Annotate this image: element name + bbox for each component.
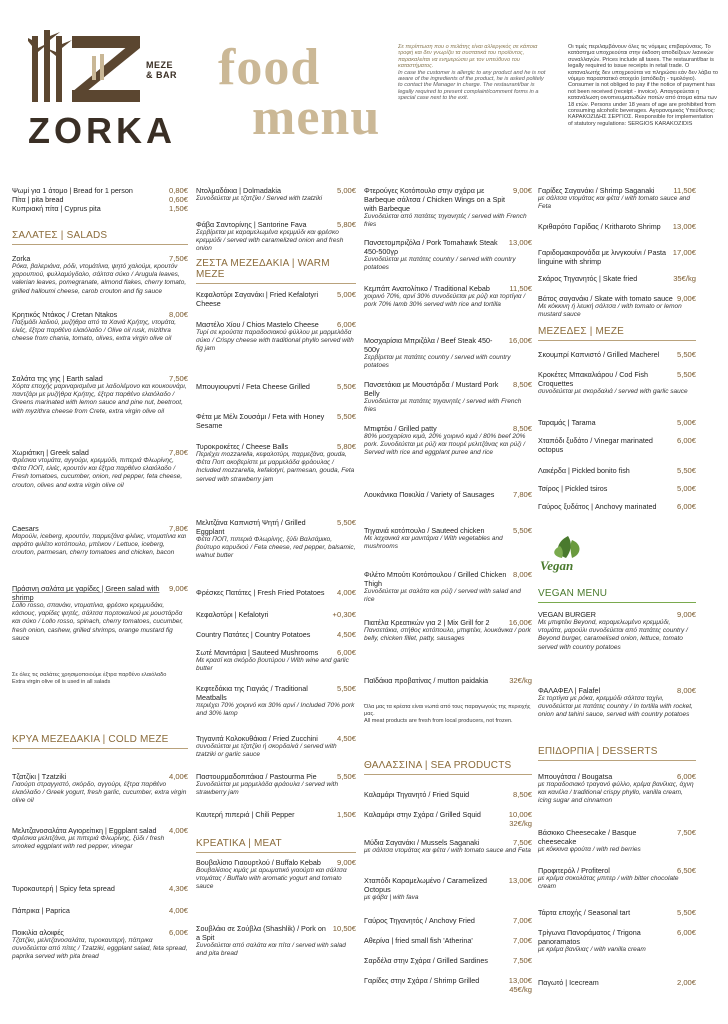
item-name: Τυροκαυτερή | Spicy feta spread <box>12 884 115 893</box>
menu-item <box>364 284 532 309</box>
item-price: 13,00€ 45€/kg <box>508 976 532 994</box>
item-description: Τζατζίκι, μελιτζανοσαλάτα, τυροκαυτερή, πάπρικα συνοδεύεται από πίτες / Tzatziki, eggplant salad, feta spread, paprika served with pita bread <box>12 937 188 961</box>
menu-item <box>538 502 696 511</box>
item-price: 5,50€ <box>676 908 696 917</box>
item-description: Μαρούλι, iceberg, κρουτόν, παρμεζάνα φλέικς, ντοματίνια και αφράτο φιλέτο κοτόπουλο, μπέικον / Lettuce, iceberg, crouton, parmesan, cherry tomatoes and chicken, bacon <box>12 533 187 557</box>
item-price: 7,50€ <box>168 374 188 383</box>
item-price: 4,30€ <box>168 884 188 893</box>
menu-item <box>538 978 696 987</box>
menu-item <box>12 928 188 962</box>
item-name: Κριθαρότο Γαρίδας / Kritharoto Shrimp <box>538 222 661 231</box>
section-title-meze: ΜΕΖΕΔΕΣ | ΜΕΖΕ <box>538 326 696 341</box>
item-price: 4,50€ <box>336 734 356 743</box>
item-name: Γαρίδες στην Σχάρα / Shrimp Grilled <box>364 976 480 985</box>
menu-item <box>364 618 532 643</box>
item-name: Τηγανιά κοτόπουλο / Sauteed chicken <box>364 526 485 535</box>
item-price: 6,00€ <box>336 648 356 657</box>
menu-item <box>364 424 532 458</box>
item-description: Γιαούρτι στραγγιστό, σκόρδο, αγγούρι, έξτρα παρθένο ελαιόλαδο / Greek yogurt, fresh garlic, cucumber, extra virgin olive oil <box>12 781 187 805</box>
item-name: Μπιφτέκι / Grilled patty <box>364 424 437 433</box>
item-description: με φάβα | with fava <box>364 894 419 901</box>
item-price: 16,00€ <box>508 618 532 627</box>
item-name: Χωριάτικη | Greek salad <box>12 448 89 457</box>
allergy-notice-english: In case the customer is allergic to any product and he is not aware of the ingredients of the product, he is asked politely to contact the Manager in charge. The restaurant/bar is legally required to present complaint/comment forms in a special case next to the exit. <box>398 69 546 102</box>
menu-item <box>196 734 356 759</box>
item-price: 5,50€ <box>676 350 696 359</box>
menu-item <box>196 588 356 597</box>
item-description: με κρέμα βανίλιας / with vanilla cream <box>538 946 646 953</box>
menu-item <box>196 412 356 430</box>
item-price: 5,00€ <box>676 418 696 427</box>
item-name: Σκάρος Τηγανητός | Skate fried <box>538 274 638 283</box>
item-name: Λουκάνικα Ποικιλία / Variety of Sausages <box>364 490 495 499</box>
item-description: Συνοδεύεται από σαλάτα και πίτα / served with salad and pita bread <box>196 942 346 958</box>
item-name: Κυπριακή πίτα | Cyprus pita <box>12 204 101 213</box>
item-name: Σαλάτα της γης | Earth salad <box>12 374 103 383</box>
item-price: 8,00€ <box>168 310 188 319</box>
item-price: 13,00€ <box>672 222 696 231</box>
item-price: 6,00€ <box>168 928 188 937</box>
section-title-desserts: ΕΠΙΔΟΡΠΙΑ | DESSERTS <box>538 746 696 761</box>
item-name: Τυροκροκέτες / Cheese Balls <box>196 442 289 451</box>
item-price: 5,50€ <box>512 526 532 535</box>
item-name: Μπουγάτσα / Bougatsa <box>538 772 613 781</box>
item-name: Κρητικός Ντάκος / Cretan Ntakos <box>12 310 118 319</box>
item-description: Χόρτα εποχής μαριναρισμένα με λαδολέμονο και κουκουνάρι, παντζάρι με μυζήθρα Κρήτης, έξτρα παρθένο ελαιόλαδο / Greens marinated with lemon sauce and pine nut, beetroot, with myzithra cheese from Crete, extra virgin olive oil <box>12 383 187 415</box>
item-description: Φέτα ΠΟΠ, πιπεριά Φλωρίνης, ξύδι Βαλσάμικο, βούτυρο καρυδιού / Feta cheese, red pepper, balsamic, walnut butter <box>196 536 356 560</box>
item-description: Lollo rosso, σπανάκι, ντοματίνια, φρέσκο κρεμμυδάκι, κάσιους, γαρίδες ψητές, σάλτσα πορτοκαλιού με μουστάρδα και σύκο / Lollo rosso, spinach, cherry tomatoes, cucumber, fresh onion, cashew, grilled shrimps, orange mustard fig sauce <box>12 602 184 642</box>
item-price: 7,50€ <box>512 838 532 847</box>
menu-item <box>12 448 188 490</box>
menu-item <box>364 956 532 965</box>
item-description: Ρόκα, βαλεριάνα, ρόδι, ντομάτίνια, ψητό χαλούμι, κρουτόν χαρουπιού, φυλλαμύγδαλο, σάλτσα σύκο / Arugula leaves, valerian leaves, pomegranate, almond flakes, cherry tomato, grilled halloumi cheese, carob crouton and fig sauce <box>12 263 187 295</box>
item-name: Τσίρος | Pickled tsiros <box>538 484 608 493</box>
menu-item <box>196 290 356 308</box>
menu-item <box>364 916 532 925</box>
menu-item <box>538 350 696 359</box>
item-name: Φτερούγες Κοτόπουλο στην σχάρα με Barbeque σάλτσα / Chicken Wings on a Spit with Barbeque <box>364 186 505 213</box>
item-price: 7,00€ <box>512 936 532 945</box>
menu-item <box>538 484 696 493</box>
item-name: Ψωμί για 1 άτομο | Bread for 1 person <box>12 186 133 195</box>
menu-item <box>538 772 696 806</box>
item-description: Πανσετάκια, στήθος κοτόπουλο, μπιφτέκι, λουκάνικα / pork belly, chicken fillet, patty, sausages <box>364 627 531 643</box>
item-description: Με κρασί και σκόρδο βουτύρου / With wine and garlic butter <box>196 657 349 673</box>
menu-item <box>196 320 356 354</box>
menu-item <box>12 374 188 416</box>
menu-item <box>538 610 696 652</box>
item-name: Παστουρμαδοπιτάκια / Pastourma Pie <box>196 772 317 781</box>
item-description: Συνοδεύεται από πατάτες τηγανητές / served with French fries <box>364 213 527 229</box>
item-name: Μαστέλο Χίου / Chios Mastelo Cheese <box>196 320 319 329</box>
item-name: Χταπόδι ξυδάτο / Vinegar marinated octopus <box>538 436 653 454</box>
menu-item <box>12 584 188 643</box>
legal-notice: Οι τιμές περιλαμβάνουν όλες τις νόμιμες επιβαρύνσεις. Το κατάστημα υποχρεούται στην έκδοση αποδείξεων λιανικών συναλλαγών. Prices include all taxes. The restaurant/bar is legally required to issue receipts in retail trade. Ο καταναλωτής δεν υποχρεούται να πληρώσει εάν δεν λάβει το νόμιμο παραστατικό στοιχείο (απόδειξη - τιμολόγιο). Consumer is not obliged to pay if the notice of payment has not been received (receipt - invoice). Απαγορεύεται η κατανάλωση οινοπνευματωδών ποτών από άτομα κάτω των 18 ετών. Persons under 18 years of age are prohibited from consuming alcoholic beverages. Αγορανομικός Υπεύθυνος: ΚΑΡΑΚΟΖΙΔΗΣ ΣΕΡΓΙΟΣ. Responsible for implementation of statutory regulations: SERGIOS KARAKOZIDIS <box>568 44 719 127</box>
item-name: Σαρδέλα στην Σχάρα / Grilled Sardines <box>364 956 488 965</box>
menu-item <box>12 906 188 915</box>
item-description: Περιέχει mozzarella, κεφαλοτύρι, παρμεζάνα, gouda, Φέτα Ποπ ακοβερίστε με μαρμελάδα φράουλας / Included mozzarella, kefalotyri, parmesan, gouda, Feta served with strawberry jam <box>196 451 355 483</box>
menu-item <box>12 254 188 296</box>
item-price: 4,00€ <box>168 906 188 915</box>
menu-item <box>12 204 188 213</box>
item-price: 8,50€ <box>512 380 532 389</box>
item-price: 17,00€ <box>672 248 696 257</box>
item-price: 9,00€ <box>168 584 188 593</box>
item-price: 5,50€ <box>336 382 356 391</box>
item-name: ΦΑΛΑΦΕΛ | Falafel <box>538 686 601 695</box>
item-name: Μοσχαρίσια Μπριζόλα / Beef Steak 450-500γ <box>364 336 493 354</box>
item-name: Σουβλάκι σε Σούβλα (Shashlik) / Pork on a Spit <box>196 924 326 942</box>
item-description: συνοδεύεται με σκορδαλιά / served with garlic sauce <box>538 388 688 395</box>
item-price: 5,50€ <box>336 684 356 693</box>
item-description: Συνοδεύεται με τζατζίκι / Served with tzatziki <box>196 195 323 202</box>
menu-item <box>538 686 696 720</box>
menu-item <box>196 684 356 718</box>
section-title-vegan: VEGAN MENU <box>538 588 696 603</box>
note-english: All meat products are fresh from local producers, not frozen. <box>364 718 513 724</box>
menu-item <box>364 976 532 994</box>
menu-item <box>364 380 532 414</box>
menu-item <box>364 186 532 229</box>
menu-item <box>364 838 532 855</box>
item-description: με σάλτσα ντομάτας και φέτα / with tomato sauce and Feta <box>364 847 531 854</box>
item-name: Τάρτα εποχής / Seasonal tart <box>538 908 631 917</box>
vegan-logo-text: Vegan <box>540 558 574 573</box>
menu-item <box>196 630 356 639</box>
item-name: Τρίγωνα Πανοράματος / Trigona panoramatos <box>538 928 641 946</box>
item-description: Σε τορτίγια με ρόκα, κρεμμύδι σάλτσα ταχίνι, συνοδεύεται με πατάτες country / In tortilla with rocket, onion and tahini sauce, served with country potatoes <box>538 695 693 719</box>
item-name: Κεφαλοτύρι Σαγανάκι | Fried Kefalotyri Cheese <box>196 290 319 308</box>
section-title-sea-products: ΘΑΛΑΣΣΙΝΑ | SEA PRODUCTS <box>364 760 532 775</box>
item-name: Μπουγιουρντί / Feta Cheese Grilled <box>196 382 310 391</box>
item-price: 11,50€ <box>509 284 532 293</box>
menu-item <box>364 238 532 272</box>
item-name: Πανσετάκια με Μουστάρδα / Mustard Pork Belly <box>364 380 499 398</box>
menu-item <box>12 772 188 806</box>
section-title-meat: ΚΡΕΑΤΙΚΑ | MEAT <box>196 838 356 853</box>
item-price: 7,80€ <box>168 448 188 457</box>
item-description: χοιρινό 70%, αρνί 30% συνοδεύεται με ρύζι και τορτίγια / pork 70% lamb 30% served with rice and tortilla <box>364 293 526 309</box>
item-name: Βάσκικο Cheesecake / Basque cheesecake <box>538 828 637 846</box>
item-name: Βουβαλίσιο Γιαουρτλού / Buffalo Kebab <box>196 858 321 867</box>
allergy-notice-greek: Σε περίπτωση που ο πελάτης είναι αλλεργικός σε κάποια τροφή και δεν γνωρίζει τα συστατικά του προϊόντος, παρακαλείται να ενημερώσει με τον υπεύθυνο του καταστήματος. <box>398 44 538 70</box>
item-price: 6,00€ <box>676 772 696 781</box>
item-name: Γαύρος ξυδάτος | Anchovy marinated <box>538 502 657 511</box>
item-price: 35€/kg <box>673 274 696 283</box>
item-price: 7,80€ <box>168 524 188 533</box>
menu-item <box>12 884 188 893</box>
item-name: Γαύρος Τηγανητός / Anchovy Fried <box>364 916 475 925</box>
item-price: 7,00€ <box>512 916 532 925</box>
item-name: Αθερίνα | fried small fish 'Atherina' <box>364 936 473 945</box>
item-name: Φάβα Σαντορίνης | Santorine Fava <box>196 220 307 229</box>
menu-item <box>538 186 696 211</box>
item-name: Καλαμάρι στην Σχάρα / Grilled Squid <box>364 810 481 819</box>
menu-item <box>196 858 356 892</box>
menu-item <box>538 866 696 891</box>
note-english: Extra virgin olive oil is used in all salads <box>12 679 111 685</box>
item-price: 13,00€ <box>508 238 532 247</box>
item-description: περιέχει 70% χοιρινό και 30% αρνί / Included 70% pork and 30% lamp <box>196 702 355 718</box>
item-name: Φιλέτο Μπούτι Κοτόπουλου / Grilled Chicken Thigh <box>364 570 507 588</box>
menu-item <box>538 466 696 475</box>
item-name: Country Πατάτες | Country Potatoes <box>196 630 311 639</box>
item-name: Ποικιλία αλοιφές <box>12 928 64 937</box>
item-name: Κεφτεδάκια της Γιαγιάς / Traditional Meatballs <box>196 684 308 702</box>
menu-item <box>196 648 356 673</box>
menu-item <box>12 195 188 204</box>
item-name: Προφιτερόλ / Profiterol <box>538 866 610 875</box>
allergy-notice <box>398 44 550 102</box>
item-name: Πιατέλα Κρεατικών για 2 | Mix Grill for 2 <box>364 618 490 627</box>
item-description: Σερβίρεται με καραμελωμένα κρεμμύδι και φρέσκο κρεμμύδι / served with caramelized onion and fresh onion <box>196 229 344 253</box>
menu-item <box>12 310 188 344</box>
menu-item <box>538 248 696 266</box>
menu-item <box>12 524 188 558</box>
item-description: Με λαχανικά και μανιτάρια / With vegetables and mushrooms <box>364 535 503 551</box>
menu-item <box>12 826 188 851</box>
item-description: Φρέσκια ντομάτα, αγγούρι, κρεμμύδι, πιπεριά Φλωρίνης, Φέτα ΠΟΠ, ελιές, κρουτόν και έξτρα παρθένο ελαιόλαδο / Fresh tomatoes, cucumber, onion, red pepper, feta cheese, crouton, olives and extra virgin olive oil <box>12 457 183 489</box>
item-name: Βάτος σαγανάκι / Skate with tomato sauce <box>538 294 673 303</box>
item-description: συνοδεύεται με τζατζίκι ή σκορδαλιά / served with tzatziki or garlic sauce <box>196 743 337 759</box>
item-description: Βουβαλίσιος κιμάς με αρωματικό γιαούρτι και σάλτσα ντομάτας / Buffalo with aromatic yogurt and tomato sauce <box>196 867 347 891</box>
menu-item <box>196 772 356 797</box>
item-price: 7,50€ <box>512 956 532 965</box>
section-title-salads: ΣΑΛΑΤΕΣ | SALADS <box>12 230 188 245</box>
item-name: Πανσετομπριζόλα / Pork Tomahawk Steak 450-500γρ <box>364 238 498 256</box>
menu-item <box>538 222 696 231</box>
menu-item <box>196 442 356 484</box>
menu-item <box>538 828 696 854</box>
item-name: Zorka <box>12 254 31 263</box>
item-description: με παραδοσιακό τραγανό φύλλο, κρέμα βανίλιας, άχνη και κανέλα / traditional crispy phyllo, vanilla cream, icing sugar and cinnamon <box>538 781 694 805</box>
menu-item <box>364 876 532 902</box>
menu-item <box>196 186 356 203</box>
item-price: 13,00€ <box>508 876 532 885</box>
item-description: Τυρί σε κρούστα παραδοσιακού φύλλου με μαρμελάδα σύκο / Crispy cheese with traditional phyllo served with fig jam <box>196 329 354 353</box>
menu-item <box>538 274 696 283</box>
item-name: Πάπρικα | Paprica <box>12 906 70 915</box>
item-description: Συνοδεύεται με πατάτες country / served with country potatoes <box>364 256 516 272</box>
item-description: με κρέμα σοκολάτας μπιτερ / with bitter chocolate cream <box>538 875 679 891</box>
item-name: Κροκέτες Μπακαλιάρου / Cod Fish Croquettes <box>538 370 648 388</box>
item-price: 6,00€ <box>676 502 696 511</box>
item-name: Κεφαλοτύρι | Kefalotyri <box>196 610 269 619</box>
item-name: Caesars <box>12 524 39 533</box>
item-name: Γαριδομακαρονάδα με λινγκουίνι / Pasta linguine with shrimp <box>538 248 667 266</box>
item-price: 9,00€ <box>676 610 696 619</box>
menu-item <box>364 810 532 828</box>
item-description: με κόκκινα φρούτα / with red berries <box>538 846 641 853</box>
vegan-logo <box>538 532 598 588</box>
item-price: 5,50€ <box>336 412 356 421</box>
menu-item <box>364 676 532 685</box>
item-name: Καλαμάρι Τηγανητό / Fried Squid <box>364 790 470 799</box>
note-greek: Σε όλες τις σαλάτες χρησιμοποιούμε έξτρα παρθένο ελαιόλαδο <box>12 672 167 678</box>
item-price: 0,80€ <box>168 186 188 195</box>
section-title-cold-meze: ΚΡΥΑ ΜΕΖΕΔΑΚΙΑ | COLD MEZE <box>12 734 188 749</box>
item-price: +0,30€ <box>332 610 356 619</box>
menu-item <box>12 186 188 195</box>
brand-name: ZORKA <box>28 110 176 151</box>
item-price: 5,50€ <box>676 466 696 475</box>
menu-item <box>196 610 356 619</box>
item-price: 5,50€ <box>336 518 356 527</box>
menu-item <box>196 382 356 391</box>
item-name: Φρέσκες Πατάτες | Fresh Fried Potatoes <box>196 588 325 597</box>
item-description: Συνοδεύεται με πατάτες τηγανητές / served with French fries <box>364 398 522 414</box>
meat-note <box>364 704 532 725</box>
item-price: 5,00€ <box>336 186 356 195</box>
item-name: Μύδια Σαγανάκι / Mussels Saganaki <box>364 838 480 847</box>
menu-item <box>196 924 356 958</box>
item-price: 8,50€ <box>512 790 532 799</box>
item-price: 6,00€ <box>676 436 696 445</box>
item-name: Καυτερή πιπεριά | Chili Pepper <box>196 810 295 819</box>
item-price: 0,60€ <box>168 195 188 204</box>
item-name: Χταπόδι Καραμελωμένο / Caramelized Octopus <box>364 876 488 894</box>
item-name: Ταραμάς | Tarama <box>538 418 596 427</box>
menu-item <box>364 490 532 499</box>
menu-item <box>538 928 696 954</box>
item-price: 4,00€ <box>168 772 188 781</box>
item-price: 10,00€ 32€/kg <box>508 810 532 828</box>
menu-item <box>196 518 356 561</box>
item-price: 1,50€ <box>168 204 188 213</box>
item-price: 6,50€ <box>676 866 696 875</box>
item-price: 4,50€ <box>336 630 356 639</box>
menu-item <box>364 936 532 945</box>
item-price: 32€/kg <box>509 676 532 685</box>
item-description: με σάλτσα ντομάτας και φέτα / with tomato sauce and Feta <box>538 195 691 211</box>
item-price: 7,50€ <box>676 828 696 837</box>
item-price: 7,50€ <box>168 254 188 263</box>
item-name: Παϊδάκια προβατίνας / mutton paidakia <box>364 676 489 685</box>
item-description: Με κόκκινη ή λευκή σάλτσα / with tomato or lemon mustard sauce <box>538 303 682 319</box>
item-price: 5,80€ <box>336 442 356 451</box>
item-description: Σερβίρεται με πατάτες country / served with country potatoes <box>364 354 511 370</box>
item-price: 5,80€ <box>336 220 356 229</box>
item-name: Φέτα με Μέλι Σουσάμι / Feta with Honey Sesame <box>196 412 325 430</box>
menu-item <box>364 336 532 370</box>
item-name: Κεμπάπ Ανατολίτικο / Traditional Kebab <box>364 284 490 293</box>
menu-item <box>538 436 696 454</box>
item-name: Μελιτζάνα Καπνιστή Ψητή / Grilled Eggplant <box>196 518 306 536</box>
item-price: 9,00€ <box>512 186 532 195</box>
menu-item <box>538 908 696 917</box>
menu-item <box>538 370 696 396</box>
title-food: food <box>218 39 321 96</box>
item-name: Πίτα | pita bread <box>12 195 64 204</box>
item-description: Συνοδεύεται με σαλάτα και ρύζι / served with salad and rice <box>364 588 521 604</box>
item-name: Πράσινη σαλάτα με γαρίδες | Green salad with shrimp <box>12 584 160 602</box>
item-description: 80% μοσχαρίσιο κιμά, 20% χοιρινό κιμά / 80% beef 20% pork. Συνοδεύεται με ρύζι και πουρέ μελιτζάνας και ρύζι / Served with rice and eggplant puree and rice <box>364 433 526 457</box>
item-price: 8,00€ <box>676 686 696 695</box>
section-title-warm-meze: ΖΕΣΤΑ ΜΕΖΕΔΑΚΙΑ | WARM MEZE <box>196 258 356 284</box>
item-name: Ντολμαδάκια | Dolmadakia <box>196 186 281 195</box>
item-price: 2,00€ <box>676 978 696 987</box>
item-price: 8,50€ <box>512 424 532 433</box>
item-name: Σκουμπρί Καπνιστό / Grilled Macherel <box>538 350 660 359</box>
menu-item <box>196 220 356 254</box>
zorka-logo <box>28 26 196 154</box>
item-name: Τηγανιτά Κολοκυθάκια / Fried Zucchini <box>196 734 318 743</box>
item-price: 4,00€ <box>336 588 356 597</box>
item-name: Γαρίδες Σαγανάκι / Shrimp Saganaki <box>538 186 655 195</box>
item-description: Με μπιφτέκι Beyond, καραμελωμένο κρεμμύδι, ντομάτα, μαρούλι συνοδεύεται από πατάτες country / Beyond burger, caramelised onion, lettuce, tomato served with country potatoes <box>538 619 688 651</box>
item-name: VEGAN BURGER <box>538 610 596 619</box>
item-price: 9,00€ <box>336 858 356 867</box>
item-price: 6,00€ <box>336 320 356 329</box>
item-price: 4,00€ <box>168 826 188 835</box>
item-price: 7,80€ <box>512 490 532 499</box>
menu-item <box>196 810 356 819</box>
meze-bar-label: MEZE & BAR <box>146 60 177 80</box>
menu-item <box>364 526 532 551</box>
item-name: Παγωτό | Icecream <box>538 978 599 987</box>
item-name: Λακέρδα | Pickled bonito fish <box>538 466 630 475</box>
item-price: 5,50€ <box>676 370 696 379</box>
item-description: Φρέσκια μελιτζάνα, με πιπεριά Φλωρίνης, ξύδι / fresh smoked eggplant with red pepper, vinegar <box>12 835 165 851</box>
food-menu-title <box>208 38 388 168</box>
item-name: Τζατζίκι | Tzatziki <box>12 772 67 781</box>
item-price: 11,50€ <box>673 186 696 195</box>
item-price: 5,50€ <box>336 772 356 781</box>
item-price: 5,00€ <box>336 290 356 299</box>
menu-item <box>538 418 696 427</box>
title-menu: menu <box>252 89 381 146</box>
item-price: 6,00€ <box>676 928 696 937</box>
item-price: 1,50€ <box>336 810 356 819</box>
item-price: 16,00€ <box>508 336 532 345</box>
salad-oil-note <box>12 672 188 686</box>
item-price: 9,00€ <box>676 294 696 303</box>
item-price: 5,00€ <box>676 484 696 493</box>
item-price: 8,00€ <box>512 570 532 579</box>
menu-item <box>364 570 532 604</box>
menu-item <box>364 790 532 799</box>
item-description: Συνοδεύεται με μαρμελάδα φράουλα / served with strawberry jam <box>196 781 339 797</box>
menu-item <box>538 294 696 319</box>
item-name: Μελιτζανοσαλάτα Αγιορείτικη | Eggplant salad <box>12 826 157 835</box>
item-description: Παξιμάδι λαδιού, μυζήθρα από τα Χανιά Κρήτης, ντομάτα, ελιές, έξτρα παρθένο ελαιόλαδο / Olive oil rusk, mizithra cheese from chania, tomato, olives, extra virgin olive oil <box>12 319 177 343</box>
item-name: Σωτέ Μανιτάρια | Sauteed Mushrooms <box>196 648 319 657</box>
note-greek: Όλα μας τα κρέατα είναι νωπά από τους παραγωγούς της περιοχής μας. <box>364 704 531 717</box>
item-price: 10,50€ <box>332 924 356 933</box>
